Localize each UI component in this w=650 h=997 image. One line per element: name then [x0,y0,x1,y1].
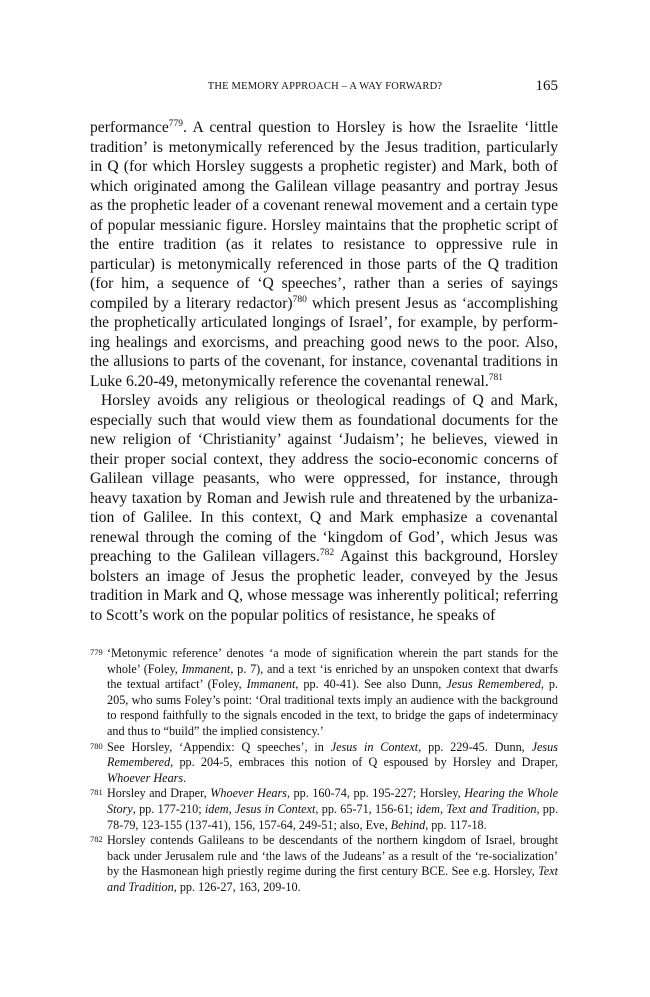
text-run: , p. 7), and a text ‘is enriched by an unspoken context that dwarfs the textual artifact’ (Foley, [107,661,558,692]
text-run: , pp. 40-41). See also Dunn, [295,677,447,692]
footnote-text [107,833,558,894]
footnote-text [107,786,558,831]
italic-title: idem [204,801,229,816]
text-run: Horsley and Draper, [107,786,211,801]
text-run: See Horsley, ‘Appendix: Q speeches’, in [107,739,331,754]
text-run: . [183,770,187,785]
italic-title: Hearing the Whole Story [107,786,558,816]
footnote-number: 779 [90,647,103,657]
italic-title: Jesus in Context [330,739,419,754]
footnote-text [107,646,558,738]
text-run: performance [90,119,169,136]
running-title: THE MEMORY APPROACH – A WAY FORWARD? [207,81,443,92]
footnote-reference: 779 [168,119,184,129]
text-run: Against this background, Horsley bolsters an image of Jesus the prophetic leader, conveyed by the Jesus tradition in Mark and Q, whose message was inherently political; referring to Scott’s work on the popular politics of resistance, he speaks of [90,548,558,624]
text-run: . A central question to Horsley is how the Israelite ‘little tradition’ is metonymically referenced by the Jesus tradition, particularly in Q (for which Horsley suggests a prophetic register) and Mark, both of which originated among the Galilean village peasantry and portray Jesus as the prophetic leader of a covenant renewal movement and a certain type of popular messianic figure. Horsley maintains that the prophetic script of the entire tradition (as it relates to resistance to oppressive rule in particular) is metonymically referenced in those parts of the Q tradition (for him, a sequence of ‘Q speeches’, rather than a series of sayings compiled by a literary redactor) [90,119,558,312]
text-run: , p. 205, who sums Foley’s point: ‘Oral traditional texts imply an audience with the background to respond faithfully to the signals encoded in the text, to bridge the gaps of indeterminacy and thus to “build” the implied consistency.’ [107,677,558,738]
text-run: , pp. 177-210; [132,801,205,816]
text-run: , pp. 117-18. [425,817,487,832]
text-run: , pp. 126-27, 163, 209-10. [173,879,301,894]
italic-title: idem [416,801,440,816]
footnote [90,833,558,895]
italic-title: Text and Tradition [107,864,558,894]
italic-title: Text and Tradition [446,801,537,816]
footnotes [90,646,558,896]
paragraph-1 [90,118,558,391]
text-run: , [228,801,235,816]
italic-title: Jesus Remembered [446,677,541,692]
text-run: , [439,801,447,816]
footnote-text [107,740,558,785]
text-run: , pp. 204-5, embraces this notion of Q espoused by Horsley and Draper, [170,755,558,770]
text-run: , pp. 78-79, 123-155 (137-41), 156, 157-64, 249-51; also, Eve, [107,801,559,832]
paragraph-2 [90,391,558,625]
italic-title: Immanent [246,677,296,692]
footnote [90,786,558,833]
italic-title: Whoever Hears [210,786,287,801]
italic-title: Whoever Hears [107,770,184,785]
page-number: 165 [535,78,558,94]
running-head [90,78,560,98]
text-run: , pp. 65-71, 156-61; [315,801,417,816]
italic-title: Jesus Remembered [107,739,558,770]
text-run: , pp. 229-45. Dunn, [418,739,532,754]
footnote [90,740,558,787]
text-run: Horsley avoids any religious or theological readings of Q and Mark, especially such that would view them as foundational documents for the new religion of ‘Christianity’ against ‘Judaism’; he believes, viewed in their proper social context, they address the socio-economic concerns of Galilean village peasants, who were oppressed, for instance, through heavy taxation by Roman and Jewish rule and threatened by the urbanization of Galilee. In this context, Q and Mark emphasize a covenantal renewal through the coming of the ‘kingdom of God’, which Jesus was preaching to the Galilean villagers. [90,392,558,565]
text-run: Horsley contends Galileans to be descendants of the northern kingdom of Israel, brought back under Jerusalem rule and ‘the laws of the Judeans’ as a result of the ‘re-socialization’ by the Hasmonean high priestly regime during the first century BCE. See e.g. Horsley, [107,833,558,879]
footnote-number: 782 [90,834,103,845]
text-run: , pp. 160-74, pp. 195-227; Horsley, [286,786,465,801]
footnote-reference: 780 [292,294,307,305]
text-run: which present Jesus as ‘accomplishing the prophetically articulated longings of Israel’, for example, by performing healings and exorcisms, and preaching good news to the poor. Also, the allusions to parts of the covenant, for instance, covenantal traditions in Luke 6.20-49, metonymically reference the covenantal renewal. [90,294,558,390]
footnote-reference: 781 [488,372,504,383]
italic-title: Behind [390,817,426,832]
footnote-number: 780 [90,740,103,751]
footnote-reference: 782 [319,548,335,558]
text-run: ‘Metonymic reference’ denotes ‘a mode of signification wherein the part stands for the whole’ (Foley, [107,646,558,676]
body-text [90,118,558,625]
footnote [90,646,558,740]
italic-title: Immanent [181,661,231,676]
italic-title: Jesus in Context [234,801,316,816]
footnote-number: 781 [90,787,103,798]
